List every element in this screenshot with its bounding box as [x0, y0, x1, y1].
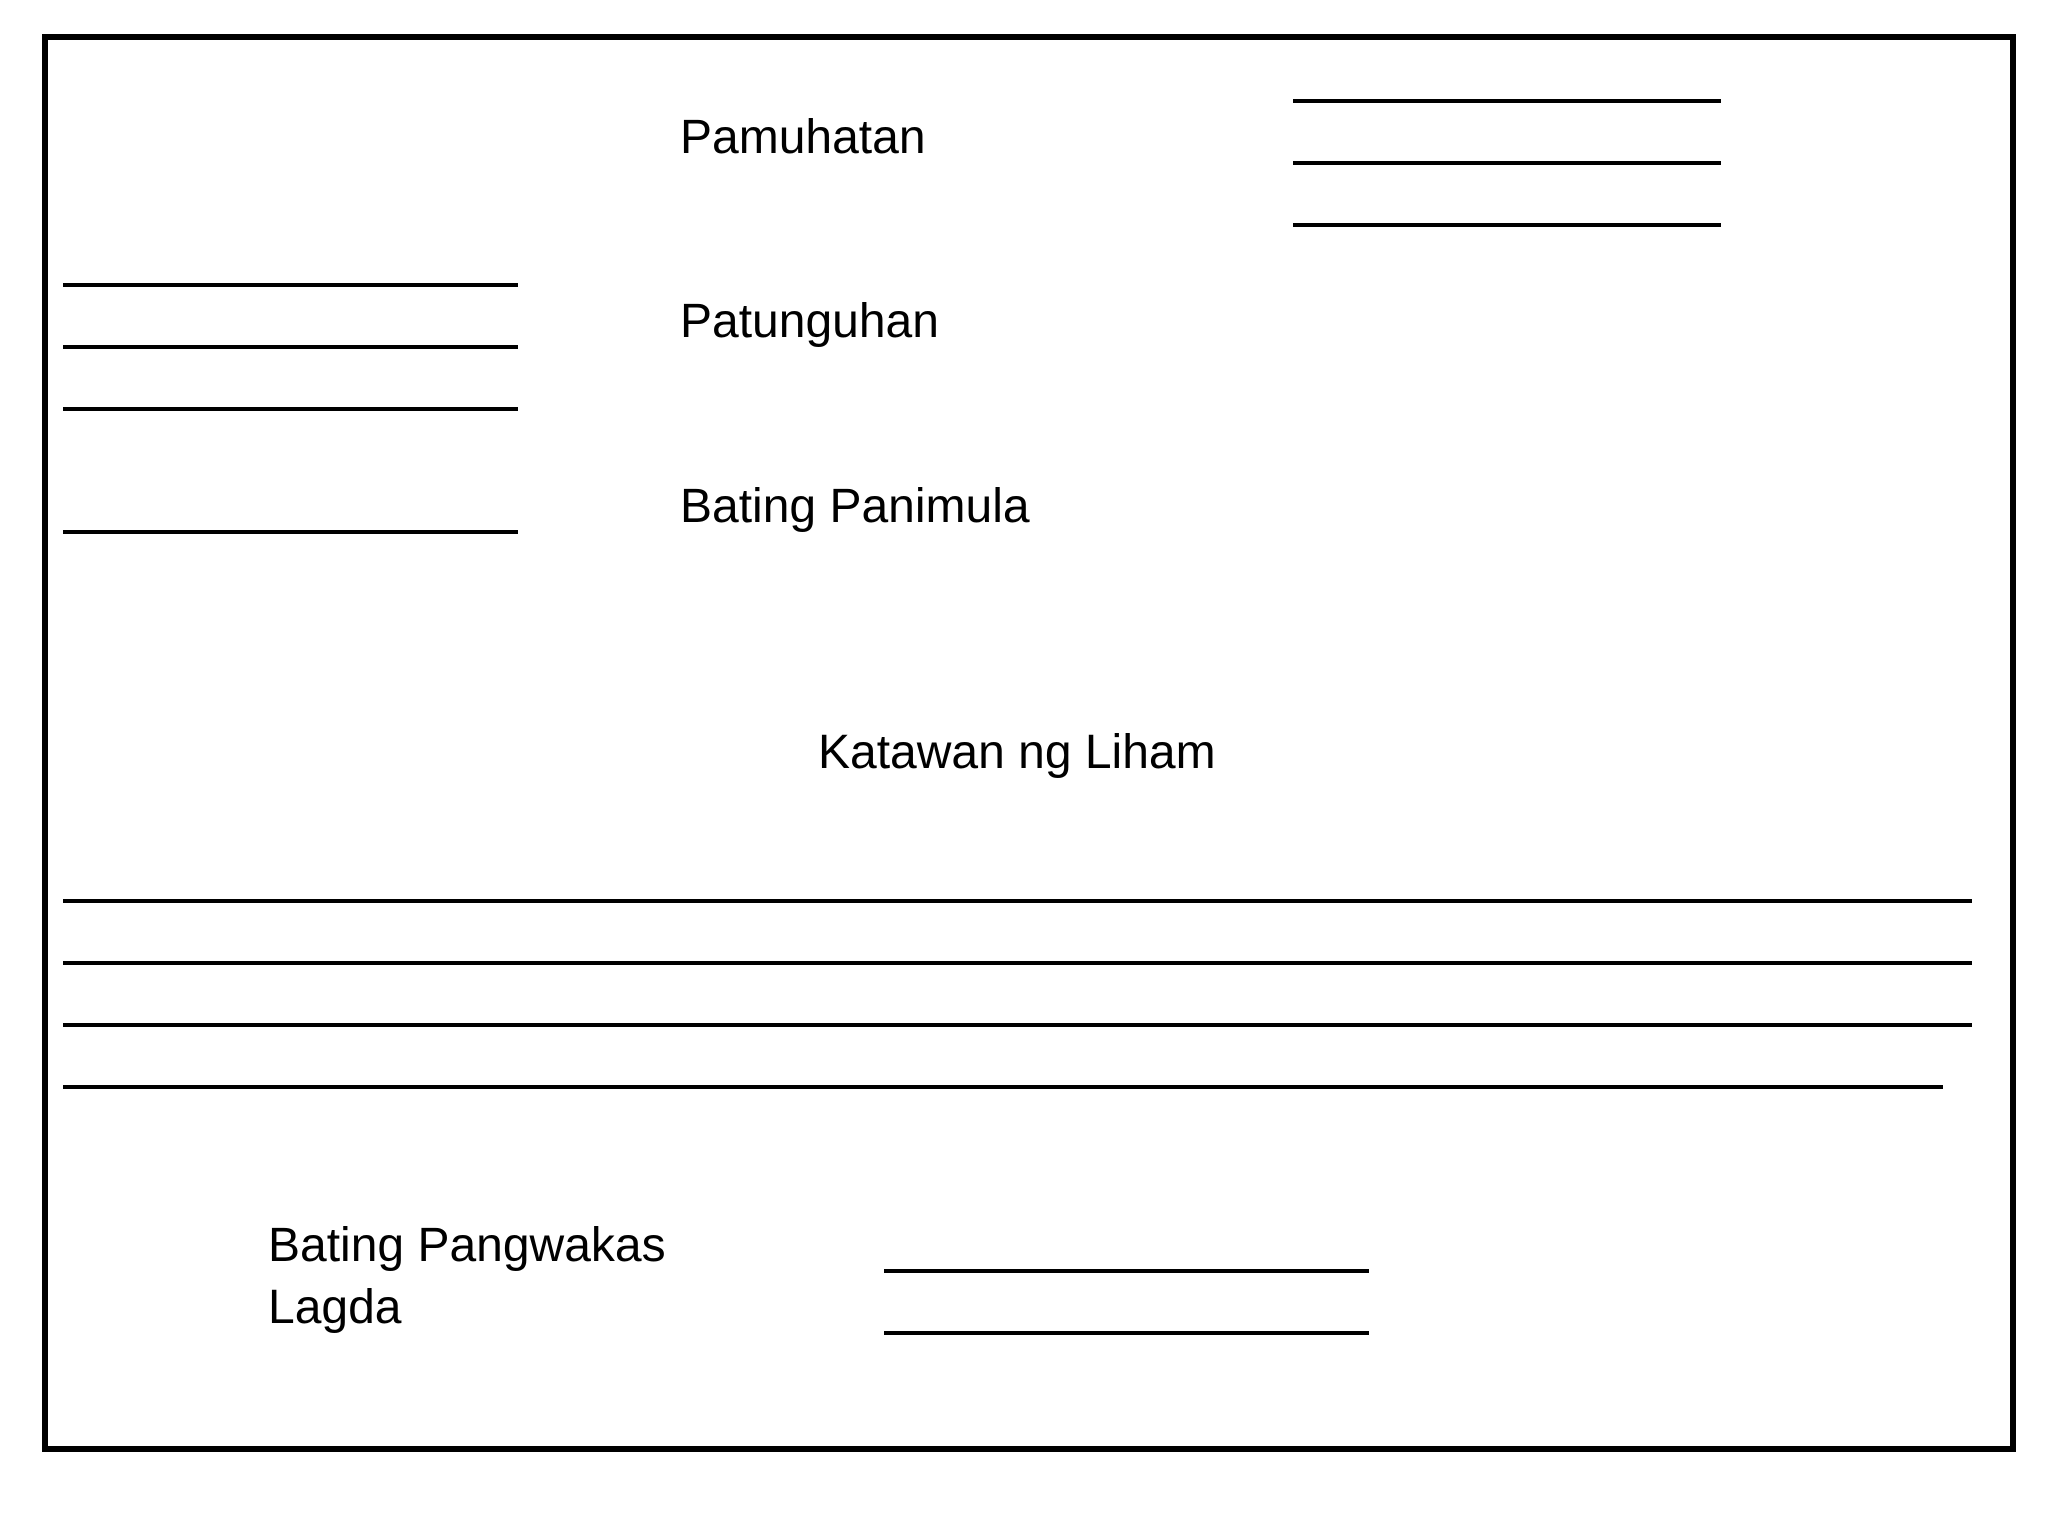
lagda-line[interactable]	[884, 1331, 1369, 1335]
label-pamuhatan: Pamuhatan	[680, 111, 926, 164]
label-lagda: Lagda	[268, 1281, 402, 1334]
label-katawan-ng-liham: Katawan ng Liham	[818, 726, 1216, 779]
patunguhan-line-3[interactable]	[63, 407, 518, 411]
patunguhan-line-2[interactable]	[63, 345, 518, 349]
label-patunguhan: Patunguhan	[680, 295, 939, 348]
bating-pangwakas-line[interactable]	[884, 1269, 1369, 1273]
label-bating-pangwakas: Bating Pangwakas	[268, 1219, 666, 1272]
katawan-line-1[interactable]	[63, 899, 1972, 903]
pamuhatan-line-2[interactable]	[1293, 161, 1721, 165]
pamuhatan-line-3[interactable]	[1293, 223, 1721, 227]
katawan-line-2[interactable]	[63, 961, 1972, 965]
label-bating-panimula: Bating Panimula	[680, 480, 1030, 533]
patunguhan-line-1[interactable]	[63, 283, 518, 287]
katawan-line-4[interactable]	[63, 1085, 1943, 1089]
katawan-line-3[interactable]	[63, 1023, 1972, 1027]
pamuhatan-line-1[interactable]	[1293, 99, 1721, 103]
bating-panimula-line[interactable]	[63, 530, 518, 534]
